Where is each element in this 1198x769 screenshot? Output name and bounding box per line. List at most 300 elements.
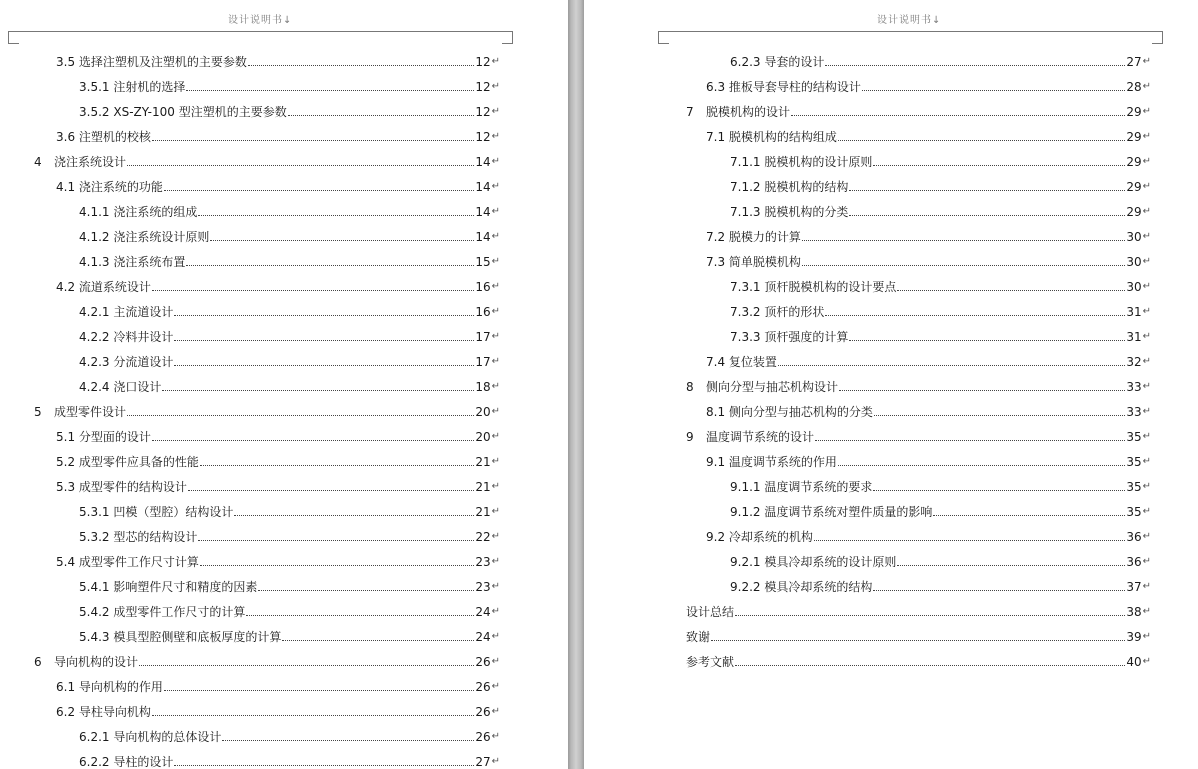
toc-entry-text: 浇注系统的组成 [113,205,198,219]
paragraph-mark-icon: ↵ [1142,456,1151,467]
toc-page-number: 29 [1126,105,1142,119]
toc-entry-number: 6 [34,655,42,669]
toc-entry-number: 9.2.1 [730,555,761,569]
dot-leader [200,464,474,466]
toc-entry-text: 成型零件的结构设计 [78,480,187,494]
paragraph-mark-icon: ↵ [491,431,500,442]
toc-entry-number: 4.1.3 [79,255,110,269]
toc-entry[interactable] [56,694,500,719]
toc-entry[interactable] [56,544,500,569]
toc-page-number: 36 [1126,530,1142,544]
toc-entry[interactable] [730,544,1151,569]
toc-entry[interactable] [79,369,500,394]
toc-page-number: 35 [1126,455,1142,469]
toc-entry-number: 3.5 [56,55,76,69]
margin-corner-mark [658,31,669,44]
toc-entry[interactable] [730,469,1151,494]
toc-entry-text: 凹模（型腔）结构设计 [113,505,234,519]
toc-entry-title [79,355,173,369]
toc-page-number: 12 [475,105,491,119]
toc-page-number: 17 [475,355,491,369]
toc-page-number: 35 [1126,505,1142,519]
toc-entry[interactable] [730,569,1151,594]
paragraph-mark-icon: ↵ [491,406,500,417]
paragraph-mark-icon: ↵ [1142,581,1151,592]
toc-entry[interactable] [79,344,500,369]
dot-leader [791,114,1125,116]
toc-entry[interactable] [686,94,1151,119]
toc-entry-number: 9.1 [706,455,726,469]
dot-leader [152,439,474,441]
toc-entry-text: 分流道设计 [113,355,174,369]
paragraph-mark-icon: ↵ [491,81,500,92]
margin-corner-mark [1152,31,1163,44]
toc-entry-text: 导套的设计 [764,55,825,69]
toc-entry-title [34,405,126,419]
toc-entry[interactable] [730,494,1151,519]
toc-entry-text: 流道系统设计 [78,280,151,294]
toc-entry-number: 7.3 [706,255,726,269]
toc-entry-title [79,105,287,119]
dot-leader [188,489,474,491]
toc-entry-title [730,55,824,69]
toc-entry-title [706,530,813,544]
toc-page-number: 35 [1126,430,1142,444]
toc-entry[interactable] [686,369,1151,394]
toc-entry[interactable] [730,44,1151,69]
toc-entry-number: 7.1 [706,130,726,144]
dot-leader [815,439,1125,441]
toc-entry[interactable] [56,669,500,694]
toc-entry-number: 9.2.2 [730,580,761,594]
paragraph-mark-icon: ↵ [491,356,500,367]
toc-entry[interactable] [34,394,500,419]
toc-entry-title [730,155,872,169]
toc-entry-title [686,630,710,644]
toc-entry-title [79,530,197,544]
toc-entry[interactable] [56,169,500,194]
toc-entry-text: 选择注塑机及注塑机的主要参数 [78,55,247,69]
dot-leader [198,539,474,541]
toc-page-number: 39 [1126,630,1142,644]
toc-entry-title [706,230,801,244]
toc-page-number: 26 [475,705,491,719]
paragraph-mark-icon: ↵ [491,181,500,192]
toc-entry-number: 6.1 [56,680,76,694]
toc-page-number: 32 [1126,355,1142,369]
toc-entry-number: 4.2.1 [79,305,110,319]
toc-page-number: 40 [1126,655,1142,669]
toc-entry-number: 7.2 [706,230,726,244]
dot-leader [222,739,474,741]
toc-entry[interactable] [79,569,500,594]
paragraph-mark-icon: ↵ [1142,406,1151,417]
toc-entry-title [686,605,734,619]
toc-entry-number: 5 [34,405,42,419]
toc-entry-title [56,430,151,444]
dot-leader [200,564,474,566]
dot-leader [282,639,474,641]
toc-entry-text: 导向机构的作用 [78,680,163,694]
toc-page-number: 22 [475,530,491,544]
toc-entry-number: 4.2.4 [79,380,110,394]
dot-leader [849,339,1125,341]
paragraph-mark-icon: ↵ [491,731,500,742]
paragraph-mark-icon: ↵ [1142,81,1151,92]
toc-entry-number: 6.3 [706,80,726,94]
paragraph-mark-icon: ↵ [491,656,500,667]
toc-page-number: 30 [1126,230,1142,244]
toc-entry-text: 温度调节系统的作用 [728,455,837,469]
toc-page-number: 29 [1126,205,1142,219]
dot-leader [198,214,474,216]
toc-entry-number: 6.2.1 [79,730,110,744]
dot-leader [186,264,474,266]
toc-entry-number: 5.3.1 [79,505,110,519]
toc-page-number: 24 [475,630,491,644]
toc-entry-text: 分型面的设计 [78,430,151,444]
toc-entry-title [730,505,932,519]
toc-entry-title [79,630,281,644]
toc-entry-number: 7.3.3 [730,330,761,344]
toc-entry-number: 7.4 [706,355,726,369]
toc-entry-text: 侧向分型与抽芯机构设计 [706,380,839,394]
toc-page-number: 14 [475,230,491,244]
toc-entry[interactable] [706,444,1151,469]
toc-entry[interactable] [79,69,500,94]
dot-leader [862,89,1125,91]
paragraph-mark-icon: ↵ [1142,256,1151,267]
toc-page-number: 16 [475,305,491,319]
toc-page-number: 26 [475,655,491,669]
page-gutter [568,0,584,769]
paragraph-mark-icon: ↵ [1142,531,1151,542]
toc-entry-number: 4.2 [56,280,76,294]
paragraph-mark-icon: ↵ [491,381,500,392]
toc-entry-title [79,305,173,319]
toc-entry[interactable] [79,494,500,519]
dot-leader [162,389,474,391]
dot-leader [874,414,1125,416]
dot-leader [246,614,474,616]
toc-page-number: 33 [1126,380,1142,394]
document-page-left [0,0,568,769]
toc-entry-number: 6.2.2 [79,755,110,769]
toc-entry[interactable] [730,194,1151,219]
toc-entry-text: 浇注系统布置 [113,255,186,269]
toc-entry-number: 7.3.2 [730,305,761,319]
toc-entry-text: 温度调节系统的设计 [706,430,815,444]
toc-page-number: 15 [475,255,491,269]
toc-entry-title [79,230,209,244]
toc-entry[interactable] [34,644,500,669]
toc-entry[interactable] [34,144,500,169]
toc-page-number: 14 [475,180,491,194]
toc-entry-title [730,180,848,194]
toc-page-number: 16 [475,280,491,294]
header-rule [8,31,513,32]
toc-entry-number: 9.2 [706,530,726,544]
paragraph-mark-icon: ↵ [491,131,500,142]
toc-entry-number: 5.4.2 [79,605,110,619]
toc-entry-title [686,655,734,669]
dot-leader [152,289,474,291]
toc-page-number: 24 [475,605,491,619]
paragraph-mark-icon: ↵ [1142,281,1151,292]
toc-entry-number: 9.1.2 [730,505,761,519]
toc-entry[interactable] [79,294,500,319]
toc-entry[interactable] [56,444,500,469]
dot-leader [174,339,474,341]
toc-entry-text: 侧向分型与抽芯机构的分类 [728,405,873,419]
toc-entry-title [730,580,872,594]
toc-entry-number: 7.1.3 [730,205,761,219]
toc-entry[interactable] [79,219,500,244]
toc-entry-title [706,130,837,144]
toc-entry[interactable] [730,269,1151,294]
toc-entry-text: 成型零件工作尺寸的计算 [113,605,246,619]
toc-entry-text: 温度调节系统的要求 [764,480,873,494]
paragraph-mark-icon: ↵ [1142,631,1151,642]
paragraph-mark-icon: ↵ [1142,381,1151,392]
toc-entry-text: 模具型腔侧壁和底板厚度的计算 [113,630,282,644]
toc-entry-number: 9.1.1 [730,480,761,494]
toc-entry-number: 5.3.2 [79,530,110,544]
toc-entry[interactable] [706,69,1151,94]
dot-leader [164,189,474,191]
toc-entry-text: 导柱导向机构 [78,705,151,719]
toc-page-number: 33 [1126,405,1142,419]
paragraph-mark-icon: ↵ [491,681,500,692]
paragraph-mark-icon: ↵ [1142,506,1151,517]
toc-entry[interactable] [706,344,1151,369]
toc-entry[interactable] [79,94,500,119]
toc-entry-text: 模具冷却系统的结构 [764,580,873,594]
toc-entry-number: 7.3.1 [730,280,761,294]
toc-entry-title [730,480,872,494]
toc-entry-title [79,580,257,594]
dot-leader [288,114,475,116]
dot-leader [152,714,474,716]
paragraph-mark-icon: ↵ [491,331,500,342]
toc-entry[interactable] [79,719,500,744]
toc-entry-text: 致谢 [686,630,711,644]
toc-entry-title [56,130,151,144]
dot-leader [802,264,1125,266]
toc-page-number: 31 [1126,330,1142,344]
toc-entry-title [686,430,814,444]
toc-entry-text: 浇注系统设计原则 [113,230,210,244]
dot-leader [248,64,474,66]
toc-entry[interactable] [56,469,500,494]
toc-page-number: 37 [1126,580,1142,594]
toc-entry-number: 7.1.2 [730,180,761,194]
toc-entry-text: 注射机的选择 [113,80,186,94]
toc-entry-title [79,605,245,619]
toc-entry[interactable] [730,294,1151,319]
toc-entry-text: 型芯的结构设计 [113,530,198,544]
dot-leader [838,139,1125,141]
paragraph-mark-icon: ↵ [491,531,500,542]
toc-entry[interactable] [706,219,1151,244]
toc-entry[interactable] [56,119,500,144]
paragraph-mark-icon: ↵ [491,231,500,242]
toc-page-number: 28 [1126,80,1142,94]
toc-page-number: 27 [475,755,491,769]
toc-entry[interactable] [706,519,1151,544]
toc-entry-text: 脱模机构的设计 [706,105,791,119]
toc-entry-title [79,730,221,744]
toc-entry[interactable] [730,144,1151,169]
toc-page-number: 31 [1126,305,1142,319]
toc-entry-text: 导柱的设计 [113,755,174,769]
table-of-contents [584,44,1198,669]
toc-entry-title [686,105,790,119]
toc-entry-title [79,255,185,269]
toc-entry[interactable] [79,244,500,269]
toc-page-number: 29 [1126,155,1142,169]
toc-page-number: 12 [475,80,491,94]
toc-entry[interactable] [686,619,1151,644]
paragraph-mark-icon: ↵ [1142,431,1151,442]
toc-entry[interactable] [79,594,500,619]
toc-entry[interactable] [79,519,500,544]
toc-entry-number: 6.2 [56,705,76,719]
paragraph-mark-icon: ↵ [491,506,500,517]
toc-entry-number: 3.6 [56,130,76,144]
toc-entry-title [686,380,838,394]
toc-entry-number: 5.4.3 [79,630,110,644]
toc-page-number: 17 [475,330,491,344]
toc-entry-text: 顶杆强度的计算 [764,330,849,344]
paragraph-mark-icon: ↵ [491,306,500,317]
toc-entry[interactable] [56,419,500,444]
dot-leader [814,539,1125,541]
toc-entry[interactable] [56,269,500,294]
toc-entry-text: 浇注系统设计 [54,155,127,169]
toc-entry-title [706,355,777,369]
paragraph-mark-icon: ↵ [1142,481,1151,492]
toc-page-number: 18 [475,380,491,394]
toc-entry-title [56,705,151,719]
toc-entry[interactable] [706,119,1151,144]
toc-entry-number: 5.4 [56,555,76,569]
toc-entry-title [79,330,173,344]
toc-entry[interactable] [730,319,1151,344]
toc-page-number: 14 [475,205,491,219]
toc-entry-number: 8 [686,380,694,394]
dot-leader [839,389,1125,391]
toc-entry[interactable] [730,169,1151,194]
toc-page-number: 20 [475,405,491,419]
toc-entry[interactable] [686,594,1151,619]
toc-entry-title [56,480,187,494]
toc-page-number: 21 [475,480,491,494]
toc-entry-title [79,380,161,394]
toc-entry-title [79,80,185,94]
toc-entry[interactable] [56,44,500,69]
toc-entry-text: 导向机构的总体设计 [113,730,222,744]
toc-entry-number: 3.5.1 [79,80,110,94]
toc-entry-number: 8.1 [706,405,726,419]
toc-entry-text: 影响塑件尺寸和精度的因素 [113,580,258,594]
paragraph-mark-icon: ↵ [1142,306,1151,317]
toc-entry-text: 冷却系统的机构 [728,530,813,544]
toc-entry-text: 顶杆的形状 [764,305,825,319]
toc-entry-number: 3.5.2 [79,105,110,119]
toc-entry[interactable] [706,244,1151,269]
toc-entry-number: 7 [686,105,694,119]
dot-leader [735,614,1125,616]
dot-leader [873,489,1125,491]
toc-entry[interactable] [706,394,1151,419]
dot-leader [258,589,474,591]
toc-entry[interactable] [79,319,500,344]
dot-leader [174,364,474,366]
toc-entry-title [706,455,837,469]
paragraph-mark-icon: ↵ [491,256,500,267]
toc-page-number: 30 [1126,280,1142,294]
toc-entry-title [706,405,873,419]
toc-entry-text: 脱模机构的分类 [764,205,849,219]
paragraph-mark-icon: ↵ [491,631,500,642]
toc-entry-number: 5.3 [56,480,76,494]
toc-entry[interactable] [79,619,500,644]
paragraph-mark-icon: ↵ [491,106,500,117]
toc-entry-number: 4.2.3 [79,355,110,369]
toc-entry-title [56,280,151,294]
toc-entry-number: 4 [34,155,42,169]
toc-page-number: 36 [1126,555,1142,569]
toc-entry-number: 4.2.2 [79,330,110,344]
toc-page-number: 26 [475,730,491,744]
toc-entry-title [79,505,233,519]
toc-entry-text: 成型零件设计 [54,405,127,419]
paragraph-mark-icon: ↵ [491,156,500,167]
toc-entry-number: 5.2 [56,455,76,469]
dot-leader [838,464,1125,466]
header-rule [658,31,1163,32]
dot-leader [711,639,1125,641]
toc-entry-text: 成型零件应具备的性能 [78,455,199,469]
dot-leader [139,664,474,666]
toc-page-number: 29 [1126,130,1142,144]
paragraph-mark-icon: ↵ [491,206,500,217]
toc-entry-text: 模具冷却系统的设计原则 [764,555,897,569]
margin-corner-mark [8,31,19,44]
dot-leader [873,589,1125,591]
toc-page-number: 27 [1126,55,1142,69]
toc-entry-text: 注塑机的校核 [78,130,151,144]
toc-entry-title [56,180,163,194]
toc-page-number: 21 [475,505,491,519]
toc-entry[interactable] [686,644,1151,669]
toc-entry[interactable] [79,194,500,219]
toc-entry[interactable] [79,744,500,769]
dot-leader [802,239,1125,241]
toc-entry-title [56,455,199,469]
toc-entry-title [56,55,247,69]
toc-page-number: 38 [1126,605,1142,619]
toc-entry-text: 冷料井设计 [113,330,174,344]
toc-entry-text: 脱模机构的结构 [764,180,849,194]
dot-leader [735,664,1125,666]
toc-page-number: 14 [475,155,491,169]
toc-entry-number: 9 [686,430,694,444]
dot-leader [174,314,474,316]
toc-entry-number: 4.1.2 [79,230,110,244]
toc-entry[interactable] [686,419,1151,444]
